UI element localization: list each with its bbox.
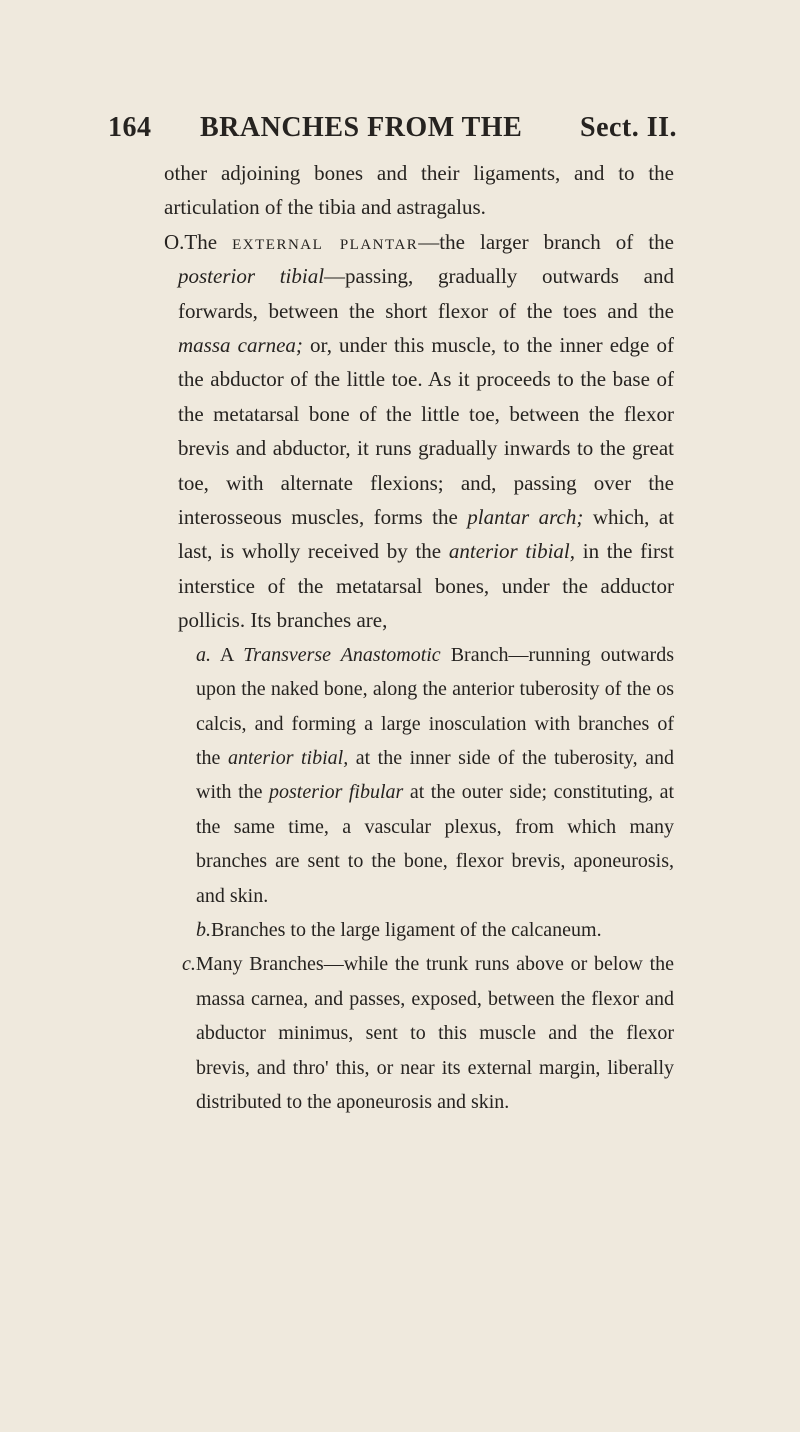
branch-marker: a. [196, 643, 211, 666]
italic-term: posterior fibular [269, 781, 404, 804]
italic-term: posterior tibial [178, 264, 325, 289]
italic-term: Transverse Anastomotic [243, 643, 441, 666]
text-span: or, under this muscle, to the inner edge of the abductor of the little toe. As it proceeds to the base of the metatarsal bone of the little toe, between the flexor brevis and abductor, it runs gradually inwards to the great toe, with alternate flexions; and, passing over the interosseous muscles, forms the [178, 333, 674, 530]
text-span: at the inner side of the tuberosity, and with the [196, 746, 675, 804]
running-title: BRANCHES FROM THE [200, 112, 523, 143]
text-span: which, at last, is wholly received by the [178, 505, 675, 564]
italic-term: plantar arch; [467, 505, 584, 530]
text-span: A [219, 643, 234, 666]
running-header [108, 112, 678, 152]
text-span: Many Branches—while the trunk runs above or below the massa carnea, and passes, exposed, between the flexor and abductor minimus, sent to this muscle and the flexor brevis, and thro' this, or near its external margin, liberally distributed to the aponeurosis and skin. [195, 953, 674, 1113]
paragraph-marker: O. [164, 229, 185, 254]
text-span: Branches to the large ligament of the calcaneum. [211, 918, 602, 941]
lead-word: The [184, 229, 218, 254]
text-span: in the first interstice of the metatarsal bones, under the adductor pollicis. Its branches are, [178, 539, 675, 633]
text-span: —passing, gradually outwards and forwards, between the short flexor of the toes and the [178, 264, 674, 323]
italic-term: anterior tibial, [227, 746, 349, 769]
paragraph-external-plantar [164, 225, 674, 638]
page-number: 164 [108, 112, 152, 143]
branch-c [182, 947, 674, 1119]
artery-name: external plantar [232, 229, 419, 254]
italic-term: anterior tibial, [448, 539, 576, 564]
text-span: Branch—running outwards upon the naked bone, along the anterior tuberosity of the os calcis, and forming a large inosculation with branches of the [196, 643, 675, 769]
continuation-text: other adjoining bones and their ligaments, and to the articulation of the tibia and astragalus. [164, 161, 674, 220]
italic-term: massa carnea; [178, 333, 303, 358]
branch-b [196, 913, 674, 947]
paragraph-continuation [164, 156, 674, 225]
branch-marker: b. [196, 918, 211, 941]
text-span: —the larger branch of the [418, 229, 674, 254]
text-span: at the outer side; constituting, at the same time, a vascular plexus, from which many branches are sent to the bone, flexor brevis, aponeurosis, and skin. [196, 781, 674, 907]
branch-marker: c. [182, 953, 196, 976]
body-text [164, 156, 674, 1119]
section-label: Sect. II. [580, 112, 678, 143]
branch-a [196, 638, 674, 913]
